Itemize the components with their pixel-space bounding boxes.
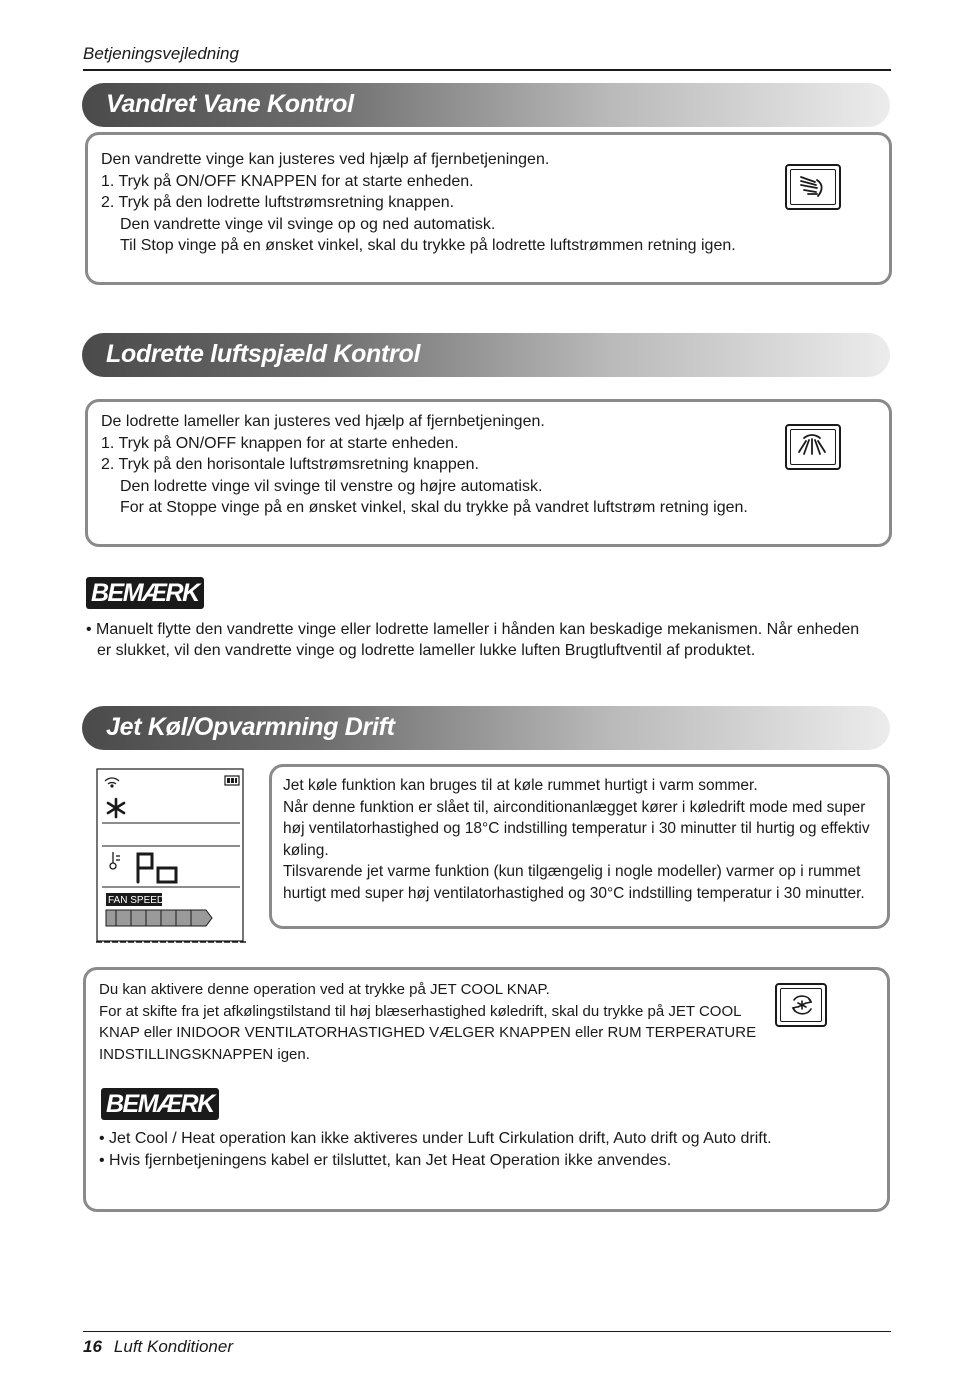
vane-line: Den vandrette vinge vil svinge op og ned automatisk. — [120, 215, 496, 233]
footer-title: Luft Konditioner — [113, 1337, 234, 1356]
signal-icon — [105, 778, 119, 787]
louver-line: 1. Tryk på ON/OFF knappen for at starte enheden. — [101, 434, 459, 452]
remote-display-illustration — [96, 768, 248, 944]
note-badge: BEMÆRK — [101, 1088, 219, 1120]
section-title-text: Vandret Vane Kontrol — [106, 90, 354, 118]
remote-display-svg — [96, 768, 248, 944]
section-title-text: Lodrette luftspjæld Kontrol — [106, 340, 421, 368]
jet-op-line: INDSTILLINGSKNAPPEN igen. — [99, 1045, 310, 1063]
vane-line: 1. Tryk på ON/OFF KNAPPEN for at starte enheden. — [101, 172, 474, 190]
louver-line: De lodrette lameller kan justeres ved hjælp af fjernbetjeningen. — [101, 413, 545, 430]
jet-op-line: Du kan aktivere denne operation ved at trykke på JET COOL KNAP. — [99, 981, 550, 998]
louver-line: 2. Tryk på den horisontale luftstrømsretning knappen. — [101, 456, 479, 473]
jet-line: Tilsvarende jet varme funktion (kun tilgængelig i nogle modeller) varmer op i rummet — [283, 863, 861, 880]
jet-op-line: For at skifte fra jet afkølingstilstand til høj blæserhastighed køledrift, skal du trykke på JET COOL — [99, 1002, 742, 1020]
snowflake-icon — [108, 799, 124, 817]
note-line: • Hvis fjernbetjeningens kabel er tilsluttet, kan Jet Heat Operation ikke anvendes. — [99, 1152, 672, 1169]
vertical-swing-icon — [785, 164, 841, 210]
section-title-louver — [82, 333, 890, 377]
note-text — [86, 619, 859, 661]
section-title-text: Jet Køl/Opvarmning Drift — [106, 713, 395, 741]
note-line: er slukket, vil den vandrette vinge og lodrette lameller lukke luften Brugtluftventil af produktet. — [97, 642, 756, 659]
vane-text — [101, 149, 736, 257]
jet-line: Når denne funktion er slået til, airconditionanlægget kører i køledrift mode med super — [283, 798, 866, 816]
thermometer-icon — [110, 852, 120, 869]
running-header: Betjeningsvejledning — [83, 44, 239, 63]
vane-box — [85, 132, 892, 285]
battery-icon — [225, 776, 239, 785]
page-number: 16 — [83, 1337, 102, 1356]
jet-line: hurtigt med super høj ventilatorhastighed og 30°C indstilling temperatur i 30 minutter. — [283, 884, 865, 902]
jet-line: køling. — [283, 841, 329, 859]
vane-line: 2. Tryk på den lodrette luftstrømsretning knappen. — [101, 194, 455, 211]
jet-line: høj ventilatorhastighed og 18°C indstilling temperatur i 30 minutter til hurtig og effektiv — [283, 820, 870, 837]
louver-line: For at Stoppe vinge på en ønsket vinkel, skal du trykke på vandret luftstrøm retning igen. — [120, 499, 748, 516]
section-title-vane — [82, 83, 890, 127]
jet-line: Jet køle funktion kan bruges til at køle rummet hurtigt i varm sommer. — [283, 777, 758, 794]
note-line: • Jet Cool / Heat operation kan ikke aktiveres under Luft Cirkulation drift, Auto drift og Auto drift. — [99, 1130, 772, 1147]
note-line: • Manuelt flytte den vandrette vinge eller lodrette lameller i hånden kan beskadige mekanismen. Når enheden — [86, 621, 860, 638]
louver-line: Den lodrette vinge vil svinge til venstre og højre automatisk. — [120, 477, 543, 495]
vane-line: Til Stop vinge på en ønsket vinkel, skal du trykke på lodrette luftstrømmen retning igen. — [120, 237, 736, 254]
note-badge: BEMÆRK — [86, 577, 204, 609]
jet-cool-icon — [775, 983, 827, 1027]
louver-text — [101, 411, 748, 519]
header-rule — [83, 69, 891, 71]
segment-code — [138, 854, 176, 882]
jet-notes — [99, 1128, 772, 1172]
jet-info-box — [269, 764, 890, 929]
jet-op-text — [99, 979, 756, 1065]
jet-text — [283, 775, 870, 904]
fan-speed-label: FAN SPEED — [108, 895, 165, 906]
horizontal-swing-glyph — [795, 432, 829, 460]
footer — [83, 1337, 233, 1357]
section-title-jet — [82, 706, 890, 750]
louver-box — [85, 399, 892, 547]
jet-op-line: KNAP eller INIDOOR VENTILATORHASTIGHED VÆLGER KNAPPEN eller RUM TERPERATURE — [99, 1024, 757, 1041]
jet-cool-glyph — [785, 991, 819, 1019]
jet-operation-box — [83, 967, 890, 1212]
horizontal-swing-icon — [785, 424, 841, 470]
vertical-swing-glyph — [795, 172, 829, 200]
footer-rule — [83, 1331, 891, 1332]
vane-line: Den vandrette vinge kan justeres ved hjælp af fjernbetjeningen. — [101, 151, 550, 168]
